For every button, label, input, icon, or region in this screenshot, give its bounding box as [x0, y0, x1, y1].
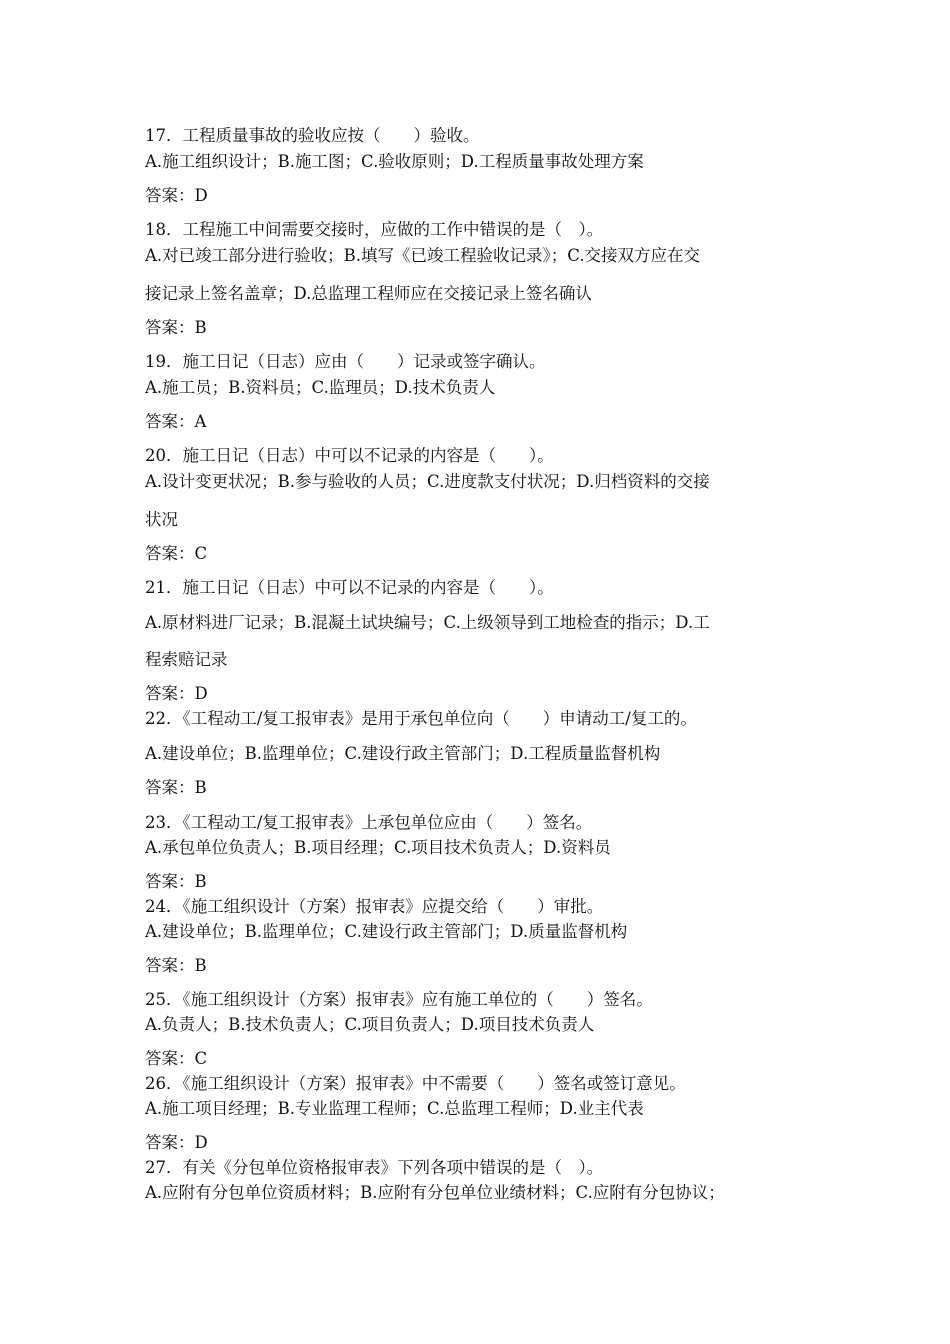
answer-23: 答案：B — [145, 872, 207, 891]
question-19: 19．施工日记（日志）应由（ ）记录或签字确认。 — [145, 352, 546, 371]
answer-19: 答案：A — [145, 412, 207, 431]
answer-17: 答案：D — [145, 186, 208, 205]
answer-26: 答案：D — [145, 1133, 208, 1152]
question-23: 23．《工程动工/复工报审表》上承包单位应由（ ）签名。 — [145, 813, 593, 832]
options-24: A.建设单位；B.监理单位；C.建设行政主管部门；D.质量监督机构 — [145, 922, 628, 941]
options-21-line-1: A.原材料进厂记录；B.混凝土试块编号；C.上级领导到工地检查的指示；D.工 — [145, 613, 710, 632]
options-27: A.应附有分包单位资质材料；B.应附有分包单位业绩材料；C.应附有分包协议； — [145, 1183, 725, 1202]
options-25: A.负责人；B.技术负责人；C.项目负责人；D.项目技术负责人 — [145, 1015, 595, 1034]
answer-25: 答案：C — [145, 1049, 208, 1068]
options-22: A.建设单位；B.监理单位；C.建设行政主管部门；D.工程质量监督机构 — [145, 744, 661, 763]
question-26: 26．《施工组织设计（方案）报审表》中不需要（ ）签名或签订意见。 — [145, 1074, 686, 1093]
question-20: 20．施工日记（日志）中可以不记录的内容是（ ）。 — [145, 446, 554, 465]
question-25: 25．《施工组织设计（方案）报审表》应有施工单位的（ ）签名。 — [145, 990, 653, 1009]
answer-22: 答案：B — [145, 778, 207, 797]
question-27: 27．有关《分包单位资格报审表》下列各项中错误的是（ ）。 — [145, 1158, 604, 1177]
question-24: 24．《施工组织设计（方案）报审表》应提交给（ ）审批。 — [145, 897, 604, 916]
options-18-line-1: A.对已竣工部分进行验收；B.填写《已竣工程验收记录》；C.交接双方应在交 — [145, 246, 701, 265]
question-17: 17．工程质量事故的验收应按（ ）验收。 — [145, 126, 480, 145]
answer-20: 答案：C — [145, 544, 208, 563]
answer-21: 答案：D — [145, 684, 208, 703]
options-21-line-2: 程索赔记录 — [145, 650, 228, 669]
options-20-line-2: 状况 — [145, 510, 178, 529]
options-17: A.施工组织设计；B.施工图；C.验收原则；D.工程质量事故处理方案 — [145, 152, 644, 171]
options-23: A.承包单位负责人；B.项目经理；C.项目技术负责人；D.资料员 — [145, 838, 611, 857]
options-18-line-2: 接记录上签名盖章；D.总监理工程师应在交接记录上签名确认 — [145, 284, 592, 303]
options-20-line-1: A.设计变更状况；B.参与验收的人员；C.进度款支付状况；D.归档资料的交接 — [145, 472, 710, 491]
question-18: 18．工程施工中间需要交接时，应做的工作中错误的是（ ）。 — [145, 220, 604, 239]
answer-24: 答案：B — [145, 956, 207, 975]
answer-18: 答案：B — [145, 318, 207, 337]
options-19: A.施工员；B.资料员；C.监理员；D.技术负责人 — [145, 378, 496, 397]
question-21: 21．施工日记（日志）中可以不记录的内容是（ ）。 — [145, 578, 554, 597]
question-22: 22．《工程动工/复工报审表》是用于承包单位向（ ）申请动工/复工的。 — [145, 709, 697, 728]
options-26: A.施工项目经理；B.专业监理工程师；C.总监理工程师；D.业主代表 — [145, 1099, 644, 1118]
